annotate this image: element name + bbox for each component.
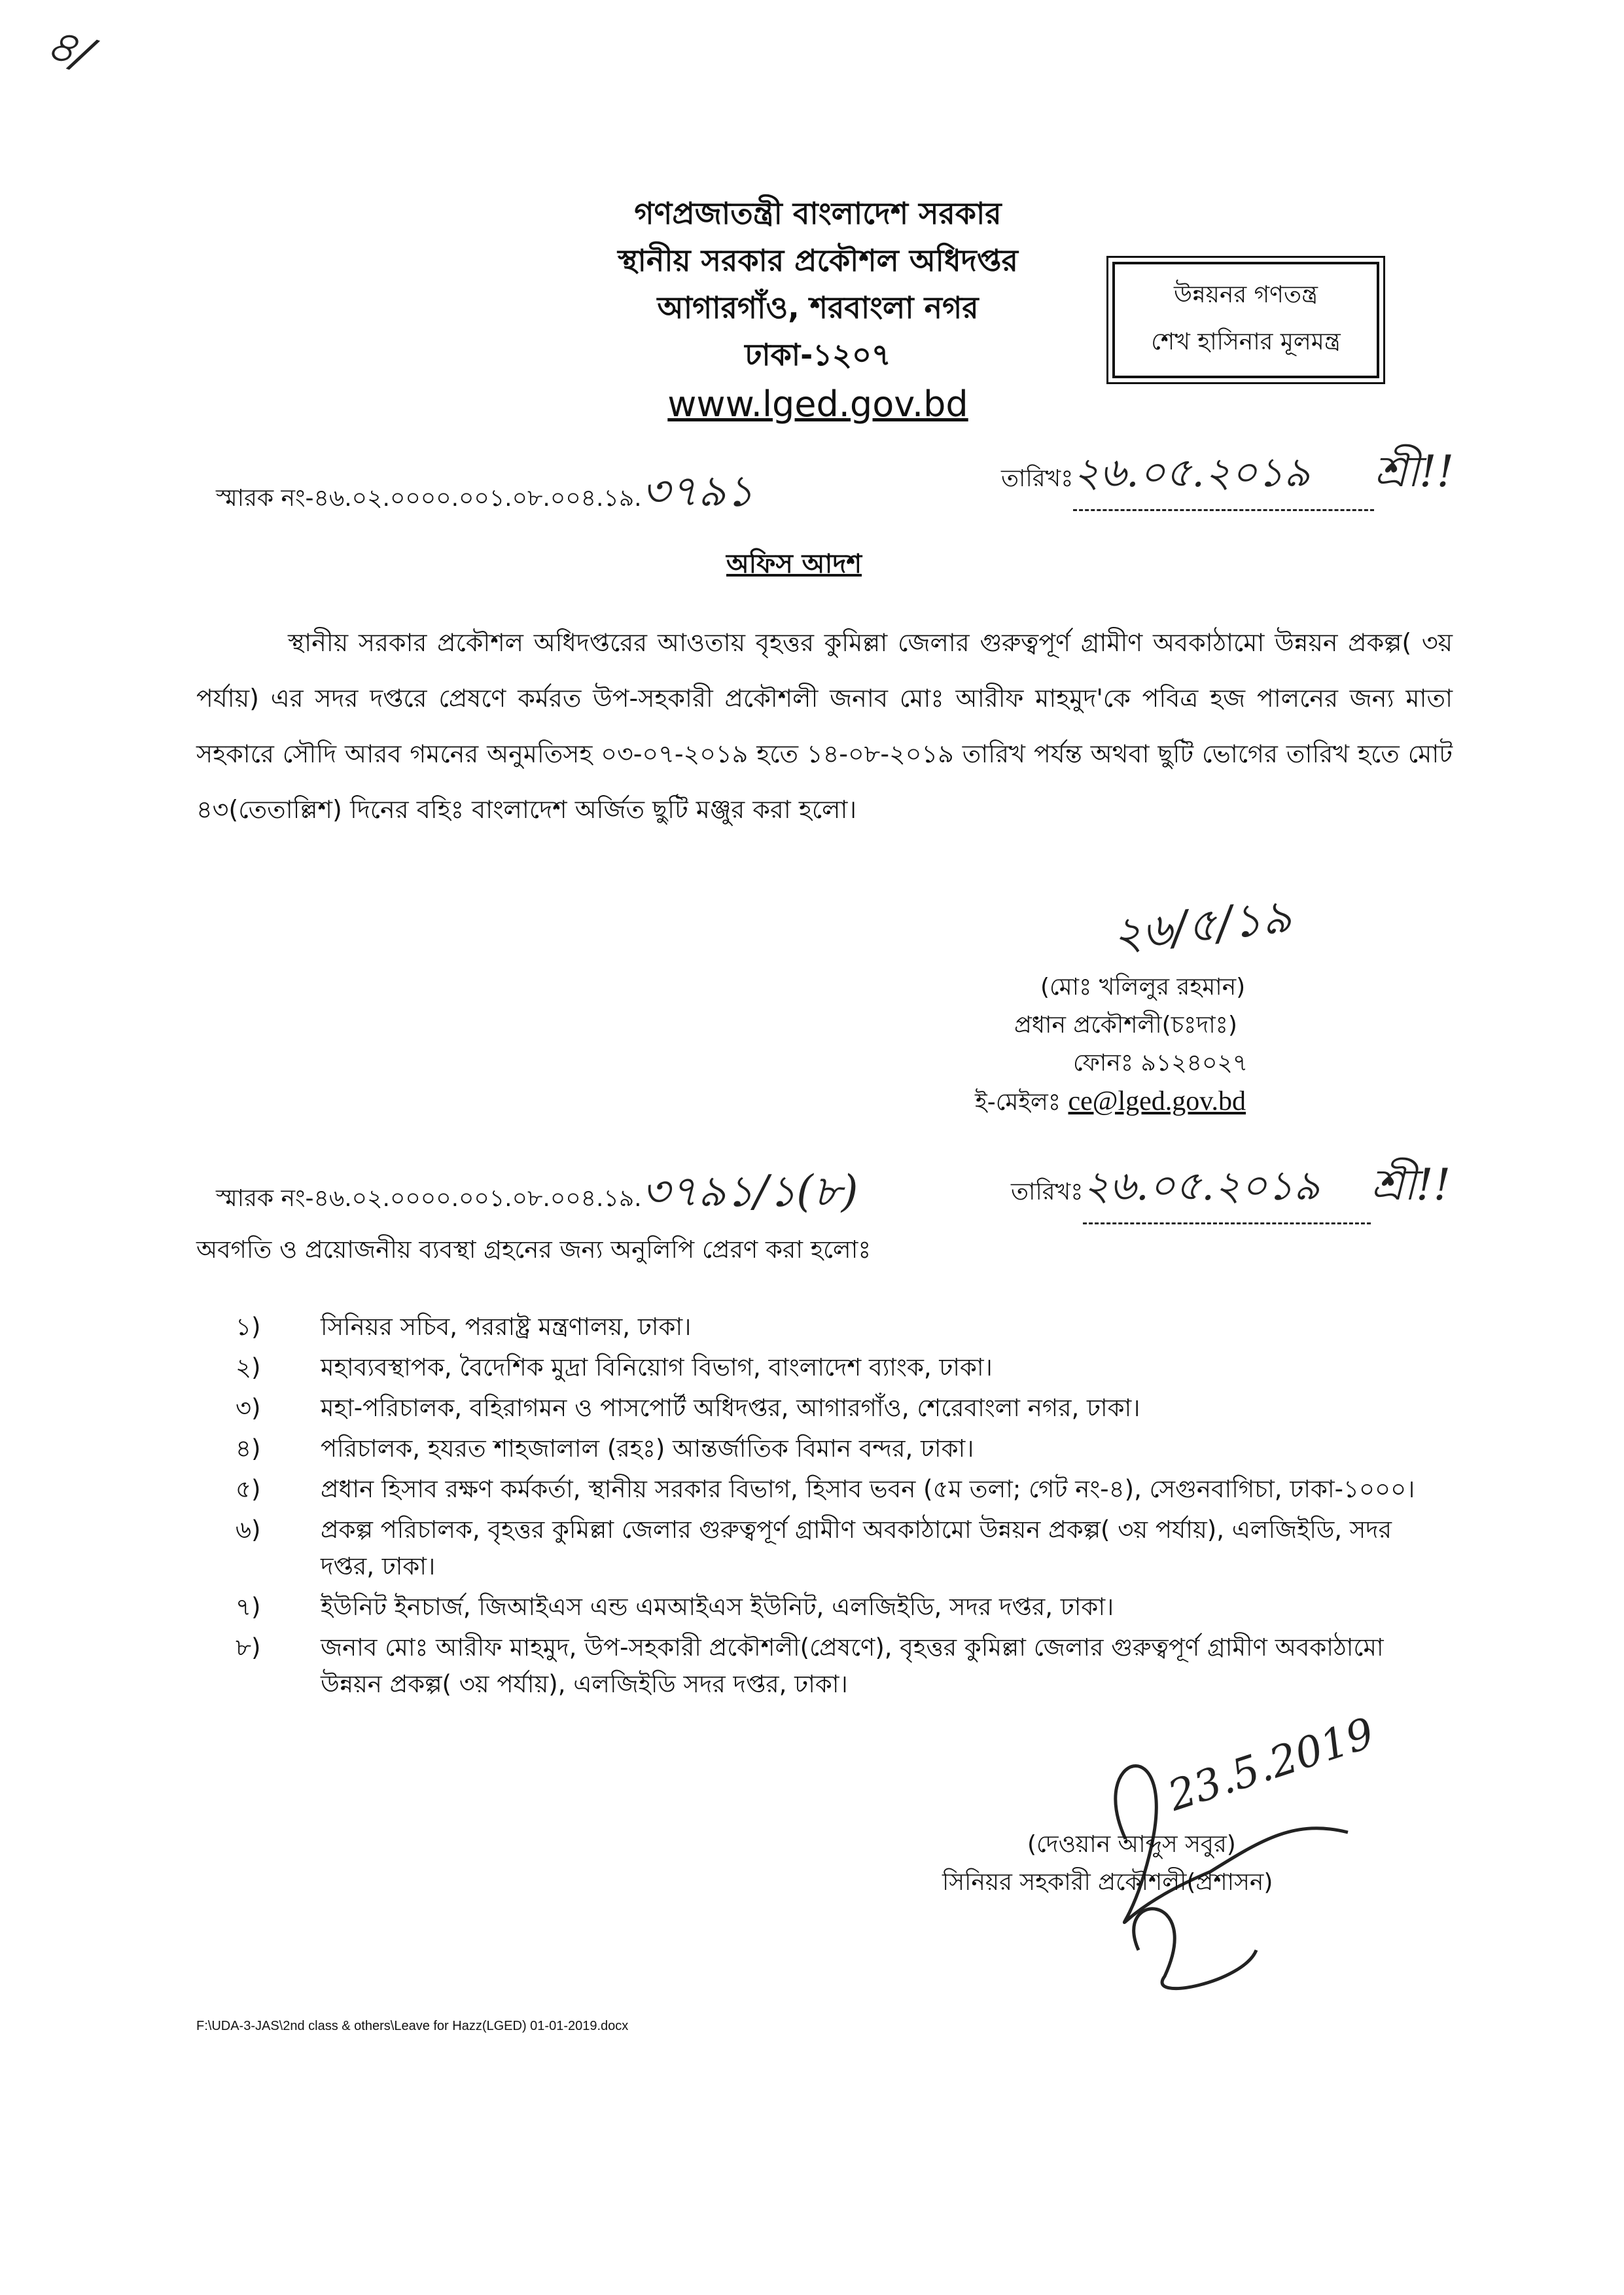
memo-number (216, 458, 754, 530)
signatory-2-block (942, 1826, 1273, 1902)
signatory-1-block (968, 969, 1248, 1122)
copy-list (196, 1309, 1439, 1707)
initials-mark-2: শ্রী!! (1371, 1160, 1451, 1210)
memo-2-date (1011, 1152, 1451, 1224)
list-item: ২) মহাব্যবস্থাপক, বৈদেশিক মুদ্রা বিনিয়োগ বিভাগ, বাংলাদেশ ব্যাংক, ঢাকা। (236, 1353, 993, 1381)
slogan-line-2: শেখ হাসিনার মূলমন্ত্র (1151, 329, 1341, 355)
list-item: ৪) পরিচালক, হযরত শাহজালাল (রহঃ) আন্তর্জাতিক বিমান বন্দর, ঢাকা। (236, 1434, 974, 1463)
letterhead (510, 190, 1125, 428)
copy-intro: অবগতি ও প্রয়োজনীয় ব্যবস্থা গ্রহনের জন্য অনুলিপি প্রেরণ করা হলোঃ (196, 1236, 872, 1264)
order-body (196, 615, 1453, 838)
signature-1: ২৬/৫/১৯ (1109, 889, 1294, 962)
signatory-1-phone: ফোনঃ ৯১২৪০২৭ (1073, 1050, 1248, 1076)
signatory-2-name: (দেওয়ান আব্দুস সবুর) (1027, 1831, 1236, 1858)
city-line: ঢাকা-১২০৭ (745, 337, 891, 372)
document-title: অফিস আদশ (726, 549, 862, 579)
file-path: F:\UDA-3-JAS\2nd class & others\Leave for Hazz(LGED) 01-01-2019.docx (196, 2019, 629, 2033)
list-item: ৫) প্রধান হিসাব রক্ষণ কর্মকর্তা, স্থানীয় সরকার বিভাগ, হিসাব ভবন (৫ম তলা; গেট নং-৪), সেগুনবাগিচা, ঢাকা-১০০০। (236, 1475, 1415, 1503)
list-item: ৩) মহা-পরিচালক, বহিরাগমন ও পাসপোর্ট অধিদপ্তর, আগারগাঁও, শেরেবাংলা নগর, ঢাকা। (236, 1394, 1140, 1422)
memo-number-label: স্মারক নং-৪৬.০২.০০০০.০০১.০৮.০০৪.১৯. (216, 485, 642, 512)
signatory-1-name: (মোঃ খলিলুর রহমান) (1040, 974, 1246, 1001)
govt-name: গণপ্রজাতন্ত্রী বাংলাদেশ সরকার (634, 196, 1002, 231)
memo-2-handwritten: ৩৭৯১/১(৮) (641, 1166, 858, 1217)
memo-2-number (216, 1158, 858, 1230)
signature-2-date: 23.5.2019 (1162, 1709, 1381, 1821)
department-name: স্থানীয় সরকার প্রকৌশল অধিদপ্তর (618, 243, 1018, 278)
address-line: আগারগাঁও, শরবাংলা নগর (657, 290, 979, 325)
slogan-line-1: উন্নয়নর গণতন্ত্র (1174, 281, 1318, 308)
order-body-text: স্থানীয় সরকার প্রকৌশল অধিদপ্তরের আওতায় বৃহত্তর কুমিল্লা জেলার গুরুত্বপূর্ণ গ্রামীণ অবকাঠামো উন্নয়ন প্রকল্প( ৩য় পর্যায়) এর সদর দপ্তরে প্রেষণে কর্মরত উপ-সহকারী প্রকৌশলী জনাব মোঃ আরীফ মাহমুদ'কে পবিত্র হজ পালনের জন্য মাতা সহকারে সৌদি আরব গমনের অনুমতিসহ ০৩-০৭-২০১৯ হতে ১৪-০৮-২০১৯ তারিখ পর্যন্ত অথবা ছুটি ভোগের তারিখ হতে মোট ৪৩(তেতাল্লিশ) দিনের বহিঃ বাংলাদেশ অর্জিত ছুটি মঞ্জুর করা হলো। (196, 628, 1453, 824)
list-item: ৮) জনাব মোঃ আরীফ মাহমুদ, উপ-সহকারী প্রকৌশলী(প্রেষণে), বৃহত্তর কুমিল্লা জেলার গুরুত্বপূর্ণ গ্রামীণ অবকাঠামো উন্নয়ন প্রকল্প( ৩য় পর্যায়), এলজিইডি সদর দপ্তর, ঢাকা। (236, 1633, 1384, 1698)
email-label: ই-মেইলঃ (975, 1089, 1068, 1116)
slogan-box (1112, 262, 1379, 378)
website-link[interactable]: www.lged.gov.bd (667, 383, 968, 425)
email-link[interactable]: ce@lged.gov.bd (1068, 1086, 1246, 1116)
initials-mark: শ্রী!! (1374, 446, 1455, 497)
date-handwritten: ২৬.০৫.২০১৯ (1073, 442, 1374, 511)
memo-number-handwritten: ৩৭৯১ (641, 466, 754, 516)
list-item: ৭) ইউনিট ইনচার্জ, জিআইএস এন্ড এমআইএস ইউনিট, এলজিইডি, সদর দপ্তর, ঢাকা। (236, 1593, 1114, 1621)
list-item: ১) সিনিয়র সচিব, পররাষ্ট্র মন্ত্রণালয়, ঢাকা। (236, 1313, 692, 1341)
date-2-handwritten: ২৬.০৫.২০১৯ (1083, 1155, 1371, 1224)
signatory-1-designation: প্রধান প্রকৌশলী(চঃদাঃ) (1014, 1012, 1237, 1039)
signatory-2-designation: সিনিয়র সহকারী প্রকৌশলী(প্রশাসন) (942, 1869, 1273, 1896)
date-2-label: তারিখঃ (1011, 1179, 1084, 1205)
date-label: তারিখঃ (1001, 465, 1074, 492)
memo-date (1001, 438, 1454, 511)
memo-2-label: স্মারক নং-৪৬.০২.০০০০.০০১.০৮.০০৪.১৯. (216, 1185, 642, 1212)
list-item: ৬) প্রকল্প পরিচালক, বৃহত্তর কুমিল্লা জেলার গুরুত্বপূর্ণ গ্রামীণ অবকাঠামো উন্নয়ন প্রকল্প( ৩য় পর্যায়), এলজিইডি, সদর দপ্তর, ঢাকা। (236, 1516, 1392, 1580)
corner-handwritten-mark: ৪/ (39, 15, 100, 82)
